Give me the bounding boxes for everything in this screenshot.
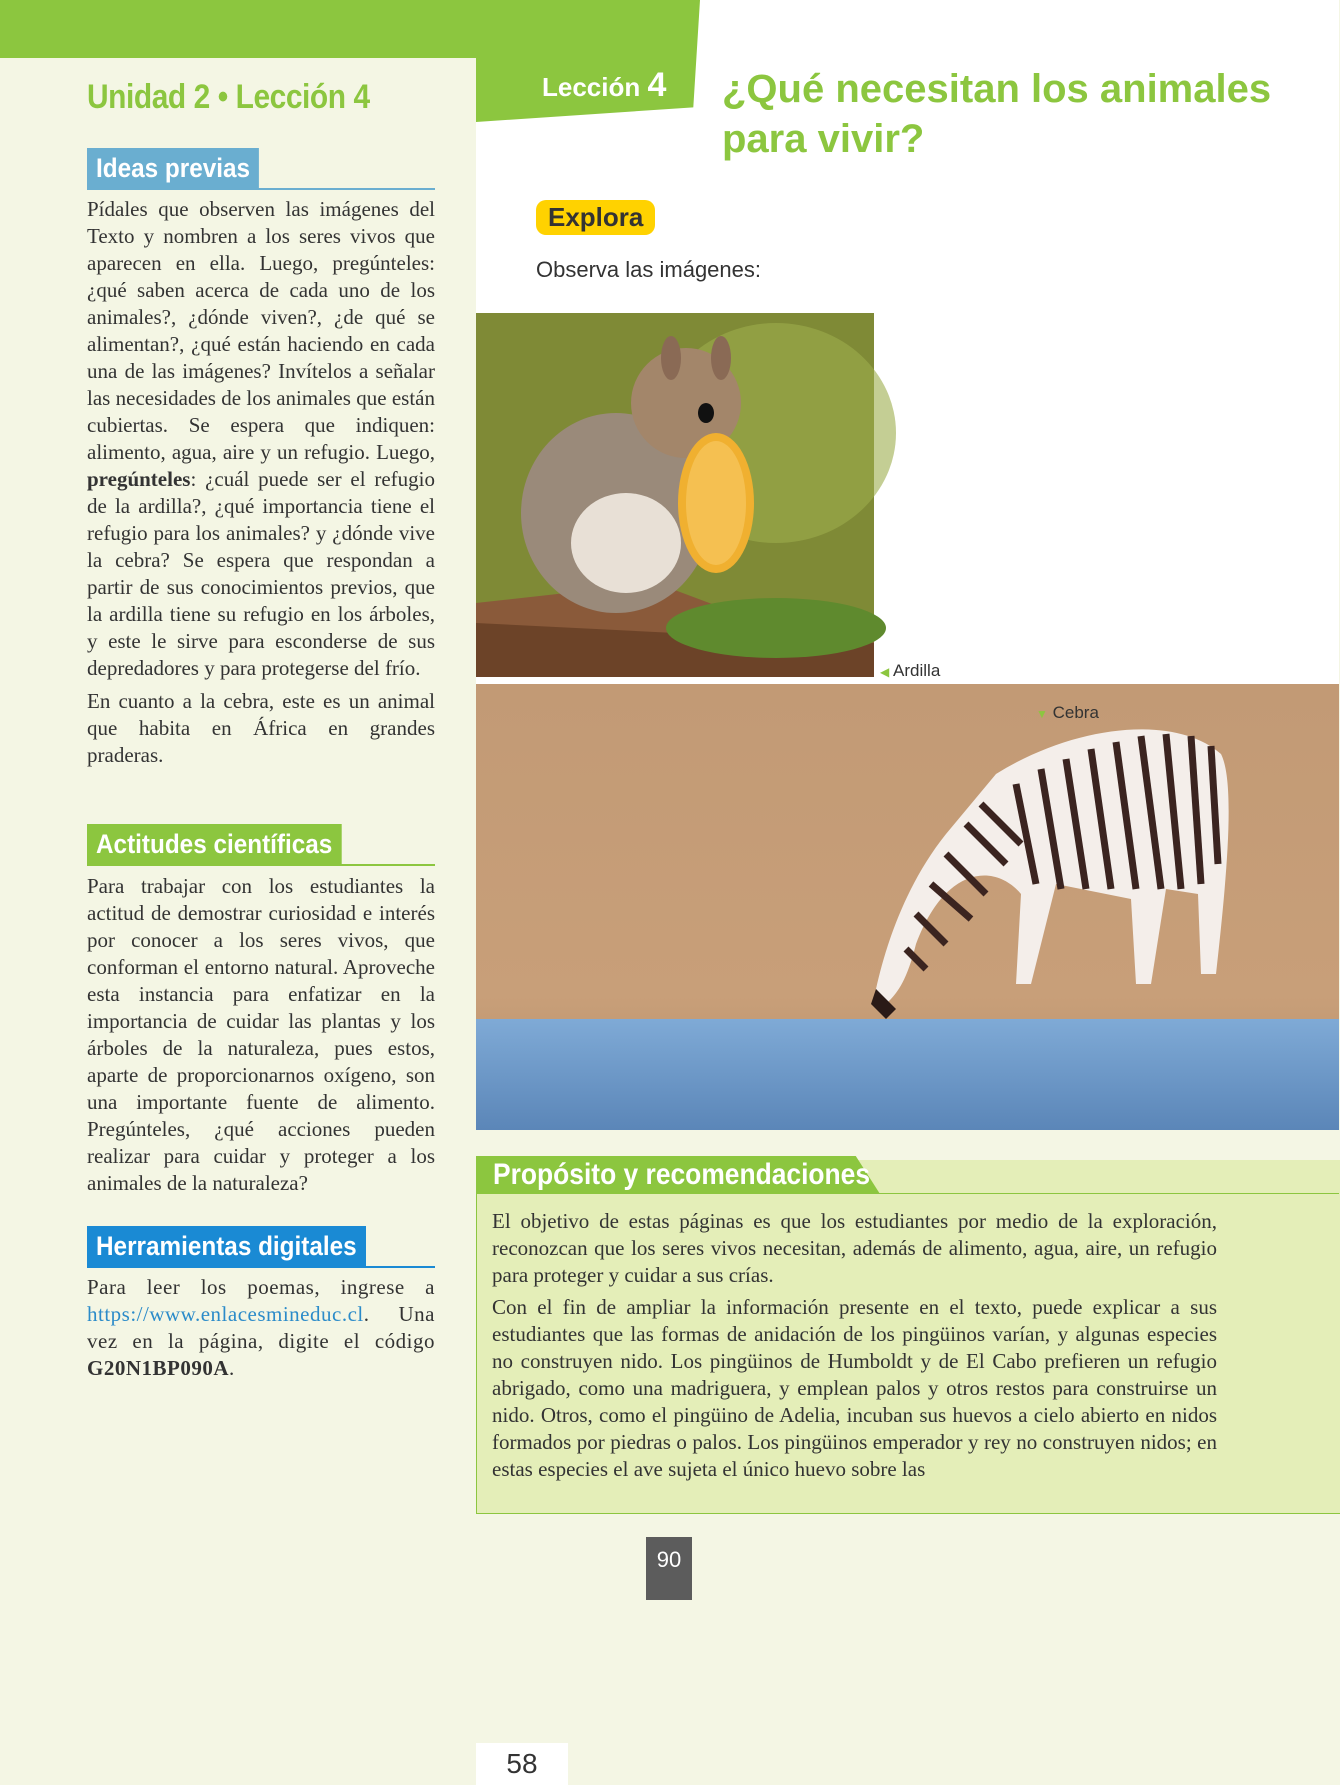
explora-badge: Explora xyxy=(536,200,655,235)
ideas-previas-body xyxy=(87,196,435,769)
page-title: ¿Qué necesitan los animales para vivir? xyxy=(722,67,1272,161)
ideas-previas-bold: pregúnteles xyxy=(87,467,191,491)
zebra-illustration xyxy=(476,684,1339,1130)
instruction-text: Observa las imágenes: xyxy=(536,257,761,282)
purpose-body xyxy=(492,1208,1217,1488)
actitudes-heading: Actitudes científicas xyxy=(87,824,341,864)
herramientas-header xyxy=(87,1226,435,1268)
student-page-number: 58 xyxy=(476,1743,568,1785)
footer-page-number: 90 xyxy=(646,1537,692,1600)
caption-zebra xyxy=(1036,703,1099,723)
caption-arrow-icon: ◀ xyxy=(880,665,890,679)
purpose-heading: Propósito y recomendaciones xyxy=(493,1158,871,1191)
ideas-previas-text-b: : ¿cuál puede ser el refugio de la ardilla?, ¿qué importancia tiene el refugio para los animales? y ¿dónde vive la cebra? Se espera que respondan a partir de sus conocimientos previos, que la ardilla tiene su refugio en los árboles, y este le sirve para esconderse de sus depredadores y para protegerse del frío. xyxy=(87,467,435,680)
herramientas-text-a: Para leer los poemas, ingrese a xyxy=(87,1275,435,1299)
ideas-previas-text-a: Pídales que observen las imágenes del Texto y nombren a los seres vivos que aparecen en ella. Luego, pregúnteles: ¿qué saben acerca de cada uno de los animales?, ¿dónde viven?, ¿de qué se alimentan?, ¿qué están haciendo en cada una de las imágenes? Invítelos a señalar las necesidades de los animales que están cubiertas. Se espera que indiquen: alimento, agua, aire y un refugio. Luego, xyxy=(87,197,435,464)
purpose-p2: Con el fin de ampliar la información presente en el texto, puede explicar a sus estudiantes que las formas de anidación de los pingüinos varían, y algunas especies no construyen nido. Los pingüinos de Humboldt y de El Cabo prefieren un refugio abrigado, como una madriguera, y emplean palos y otros restos para construirse un nido. Otros, como el pingüino de Adelia, incuban sus huevos a cielo abierto en nidos formados por piedras o palos. Los pingüinos emperador y rey no construyen nidos; en estas especies el ave sujeta el único huevo sobre las xyxy=(492,1295,1217,1481)
lesson-word: Lección xyxy=(542,72,641,102)
herramientas-heading: Herramientas digitales xyxy=(87,1226,366,1266)
ideas-previas-heading: Ideas previas xyxy=(87,148,259,188)
herramientas-body xyxy=(87,1274,435,1382)
ideas-previas-header xyxy=(87,148,435,190)
herramientas-code: G20N1BP090A xyxy=(87,1356,229,1380)
lesson-label xyxy=(542,66,666,105)
squirrel-photo xyxy=(476,313,874,677)
caption-squirrel xyxy=(880,661,940,681)
enlaces-link[interactable]: https://www.enlacesmineduc.cl xyxy=(87,1302,364,1326)
caption-squirrel-text: Ardilla xyxy=(893,661,941,680)
ideas-previas-p2: En cuanto a la cebra, este es un animal que habita en África en grandes praderas. xyxy=(87,689,435,767)
lesson-number: 4 xyxy=(647,66,667,104)
caption-arrow-down-icon: ▼ xyxy=(1036,707,1048,721)
squirrel-illustration xyxy=(476,313,874,677)
herramientas-text-c: . xyxy=(229,1356,235,1380)
purpose-p1: El objetivo de estas páginas es que los estudiantes por medio de la exploración, reconozcan que los seres vivos necesitan, además de alimento, agua, aire, un refugio para proteger y cuidar a sus crías. xyxy=(492,1209,1217,1287)
top-green-bar xyxy=(0,0,476,58)
actitudes-header xyxy=(87,824,435,866)
herramientas-text-b: . Una vez en la página, digite el código xyxy=(87,1302,435,1353)
caption-zebra-text: Cebra xyxy=(1052,703,1099,722)
unit-title: Unidad 2 • Lección 4 xyxy=(87,78,370,116)
actitudes-body: Para trabajar con los estudiantes la actitud de demostrar curiosidad e interés por conocer a los seres vivos, que conforman el entorno natural. Aproveche esta instancia para enfatizar en la importancia de cuidar las plantas y los árboles de la naturaleza, pues estos, aparte de proporcionarnos oxígeno, son una importante fuente de alimento. Pregúnteles, ¿qué acciones pueden realizar para cuidar y proteger a los animales de la naturaleza? xyxy=(87,874,435,1195)
